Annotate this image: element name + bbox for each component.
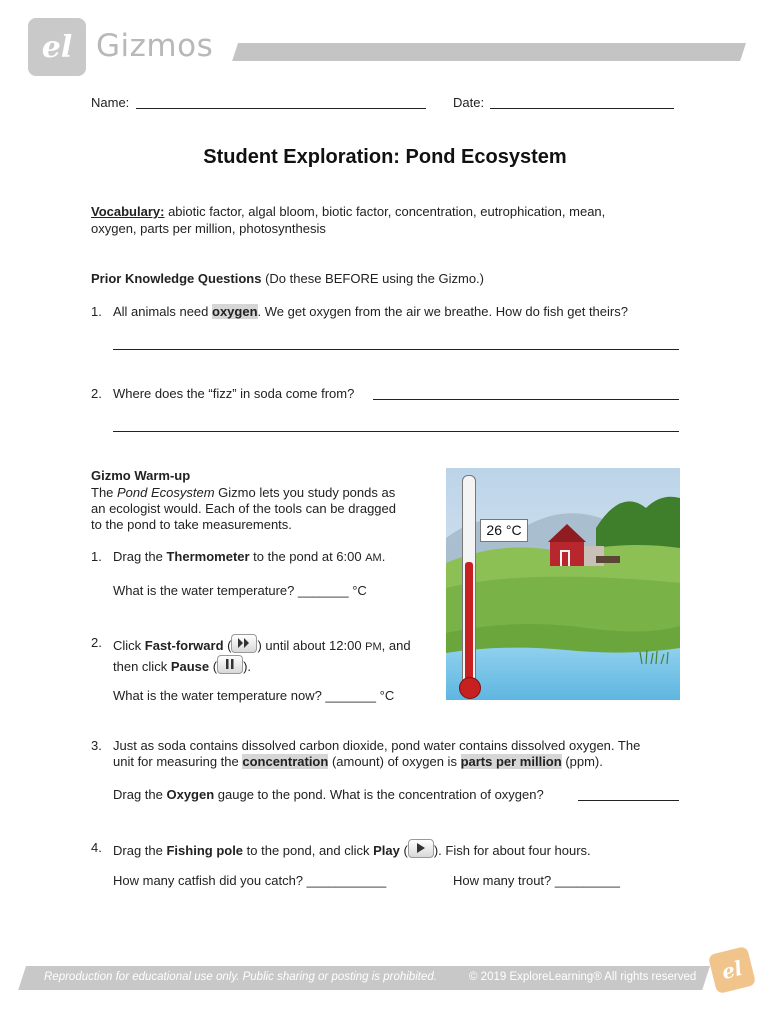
warmup-paragraph-line-1: The Pond Ecosystem Gizmo lets you study ponds as bbox=[91, 485, 396, 500]
prior-knowledge-heading: Prior Knowledge Questions (Do these BEFORE using the Gizmo.) bbox=[91, 271, 484, 286]
step1-number: 1. bbox=[91, 549, 102, 564]
step3-text-line-1: Just as soda contains dissolved carbon dioxide, pond water contains dissolved oxygen. The bbox=[113, 738, 641, 753]
pond-ecosystem-illustration bbox=[446, 468, 680, 700]
warmup-paragraph-line-3: to the pond to take measurements. bbox=[91, 517, 292, 532]
step2-text-line-2: then click Pause ( ). bbox=[113, 655, 251, 675]
step3-answer-line[interactable] bbox=[578, 800, 679, 801]
header-bar bbox=[232, 43, 746, 61]
q2-answer-line-1[interactable] bbox=[373, 399, 679, 400]
q1-number: 1. bbox=[91, 304, 102, 319]
vocabulary-line-2: oxygen, parts per million, photosynthesis bbox=[91, 221, 326, 236]
q1-answer-line[interactable] bbox=[113, 349, 679, 350]
step3-question: Drag the Oxygen gauge to the pond. What is the concentration of oxygen? bbox=[113, 787, 544, 802]
explorelearning-footer-logo: el bbox=[708, 946, 756, 994]
page-title: Student Exploration: Pond Ecosystem bbox=[203, 146, 567, 168]
q2-text: Where does the “fizz” in soda come from? bbox=[113, 386, 355, 401]
step4-text: Drag the Fishing pole to the pond, and click Play ( ). Fish for about four hours. bbox=[113, 839, 591, 859]
fast-forward-button[interactable] bbox=[231, 634, 257, 653]
step2-number: 2. bbox=[91, 635, 102, 650]
name-label: Name: bbox=[91, 95, 130, 110]
warmup-heading: Gizmo Warm-up bbox=[91, 468, 191, 483]
step1-text: Drag the Thermometer to the pond at 6:00 AM. bbox=[113, 549, 386, 564]
vocabulary-line-1: Vocabulary: abiotic factor, algal bloom, biotic factor, concentration, eutrophication, mean, bbox=[91, 204, 606, 219]
step2-text-line-1: Click Fast-forward ( ) until about 12:00 PM, and bbox=[113, 634, 411, 656]
pause-icon bbox=[223, 659, 237, 669]
brand-title: Gizmos bbox=[96, 28, 214, 64]
pond-scene-graphic bbox=[446, 468, 680, 700]
name-field-line[interactable] bbox=[136, 108, 426, 109]
step4-question-catfish: How many catfish did you catch? ___________ bbox=[113, 873, 387, 888]
play-icon bbox=[414, 843, 428, 853]
pause-button[interactable] bbox=[217, 655, 243, 674]
step2-question: What is the water temperature now? _______ °C bbox=[113, 688, 395, 703]
q2-answer-line-2[interactable] bbox=[113, 431, 679, 432]
date-label: Date: bbox=[453, 95, 485, 110]
thermometer-bulb bbox=[459, 677, 481, 699]
footer-copyright-notice: Reproduction for educational use only. Public sharing or posting is prohibited. bbox=[44, 971, 437, 983]
temperature-readout: 26 °C bbox=[480, 519, 528, 542]
explorelearning-logo: el bbox=[28, 18, 86, 76]
q2-number: 2. bbox=[91, 386, 102, 401]
step3-text-line-2: unit for measuring the concentration (amount) of oxygen is parts per million (ppm). bbox=[113, 754, 603, 769]
fast-forward-icon bbox=[237, 638, 251, 648]
footer-rights: © 2019 ExploreLearning® All rights reserved bbox=[469, 971, 697, 983]
date-field-line[interactable] bbox=[490, 108, 674, 109]
thermometer-mercury bbox=[465, 562, 473, 680]
step1-question: What is the water temperature? _______ °C bbox=[113, 583, 367, 598]
step3-number: 3. bbox=[91, 738, 102, 753]
step4-number: 4. bbox=[91, 840, 102, 855]
vocabulary-label: Vocabulary: bbox=[91, 204, 165, 219]
play-button[interactable] bbox=[408, 839, 434, 858]
step4-question-trout: How many trout? _________ bbox=[453, 873, 620, 888]
warmup-paragraph-line-2: an ecologist would. Each of the tools can be dragged bbox=[91, 501, 396, 516]
q1-text: All animals need oxygen. We get oxygen from the air we breathe. How do fish get theirs? bbox=[113, 304, 628, 319]
